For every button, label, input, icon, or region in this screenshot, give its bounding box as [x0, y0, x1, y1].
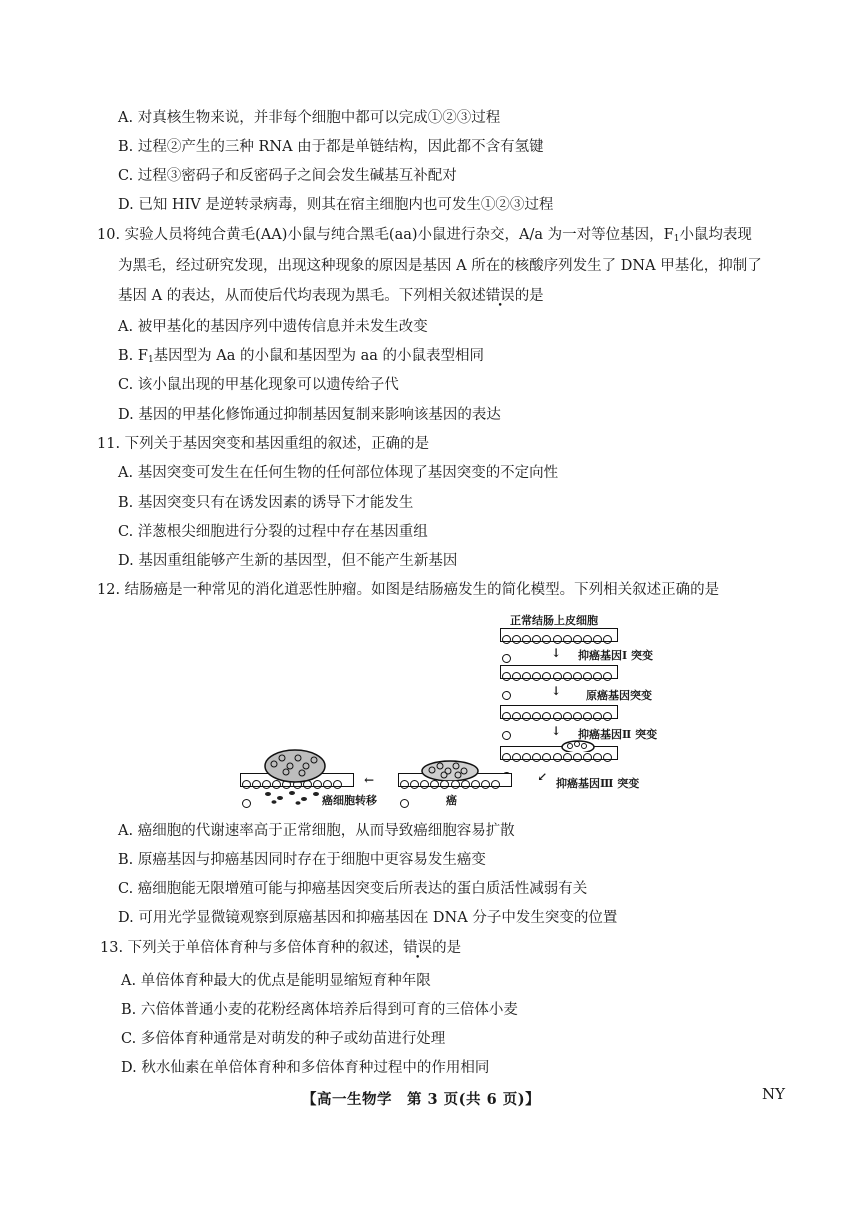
epithelial-cell [532, 672, 541, 681]
q12-option-a: A. 癌细胞的代谢速率高于正常细胞，从而导致癌细胞容易扩散 [118, 823, 515, 839]
epithelial-cell [542, 672, 551, 681]
epithelial-cell [410, 780, 419, 789]
polyp-growth [560, 738, 596, 752]
epithelial-cell [461, 780, 470, 789]
q9-option-c: C. 过程③密码子和反密码子之间会发生碱基互补配对 [118, 168, 457, 184]
q11-option-b: B. 基因突变只有在诱发因素的诱导下才能发生 [118, 495, 414, 511]
epithelial-cell [440, 780, 449, 789]
cell-strip-step1 [500, 665, 618, 679]
epithelial-cell [512, 712, 521, 721]
epithelial-cell [502, 731, 511, 740]
epithelial-cell [563, 635, 572, 644]
q10-option-d: D. 基因的甲基化修饰通过抑制基因复制来影响该基因的表达 [118, 407, 501, 423]
epithelial-cell [502, 635, 511, 644]
page-footer: 【高一生物学 第 3 页(共 6 页)】 [302, 1091, 541, 1108]
epithelial-cell [573, 753, 582, 762]
epithelial-cell [573, 635, 582, 644]
label-step1: 抑癌基因Ⅰ 突变 [578, 649, 653, 662]
tumor-mass [420, 757, 480, 781]
epithelial-cell [532, 635, 541, 644]
epithelial-cell [603, 635, 612, 644]
epithelial-cell [512, 753, 521, 762]
epithelial-cell [583, 712, 592, 721]
epithelial-cell [593, 672, 602, 681]
epithelial-cell [603, 712, 612, 721]
epithelial-cell [573, 672, 582, 681]
epithelial-cell [593, 635, 602, 644]
label-normal-cells: 正常结肠上皮细胞 [510, 614, 598, 627]
epithelial-cell [502, 753, 511, 762]
q9-option-a: A. 对真核生物来说，并非每个细胞中都可以完成①②③过程 [118, 110, 501, 126]
q9-option-b: B. 过程②产生的三种 RNA 由于都是单链结构，因此都不含有氢键 [118, 139, 544, 155]
q13-option-d: D. 秋水仙素在单倍体育种和多倍体育种过程中的作用相同 [121, 1060, 490, 1076]
cell-strip-step2 [500, 705, 618, 719]
epithelial-cell [522, 712, 531, 721]
epithelial-cell [583, 672, 592, 681]
cell-strip-step3 [500, 746, 618, 760]
epithelial-cell [553, 672, 562, 681]
epithelial-cell [553, 712, 562, 721]
epithelial-cell [603, 672, 612, 681]
epithelial-cell [532, 712, 541, 721]
arrow-down-icon: ↓ [551, 684, 562, 698]
epithelial-cell [542, 753, 551, 762]
epithelial-cell [252, 780, 261, 789]
epithelial-cell [502, 712, 511, 721]
emphasis-dots: 错误 [403, 940, 433, 956]
label-step2: 原癌基因突变 [586, 689, 652, 702]
arrow-left-icon: ← [364, 773, 375, 787]
epithelial-cell [491, 780, 500, 789]
epithelial-cell [481, 780, 490, 789]
epithelial-cell [563, 672, 572, 681]
epithelial-cell [502, 672, 511, 681]
epithelial-cell [593, 712, 602, 721]
epithelial-cell [502, 654, 511, 663]
epithelial-cell [430, 780, 439, 789]
epithelial-cell [512, 672, 521, 681]
q12-option-b: B. 原癌基因与抑癌基因同时存在于细胞中更容易发生癌变 [118, 852, 486, 868]
epithelial-cell [400, 799, 409, 808]
q13-option-c: C. 多倍体育种通常是对萌发的种子或幼苗进行处理 [121, 1031, 446, 1047]
epithelial-cell [242, 780, 251, 789]
q12-option-c: C. 癌细胞能无限增殖可能与抑癌基因突变后所表达的蛋白质活性减弱有关 [118, 881, 588, 897]
q12-option-d: D. 可用光学显微镜观察到原癌基因和抑癌基因在 DNA 分子中发生突变的位置 [118, 910, 618, 926]
epithelial-cell [451, 780, 460, 789]
q13-stem: 13. 下列关于单倍体育种与多倍体育种的叙述，错误的是 [100, 940, 462, 956]
q10-stem-line3: 基因 A 的表达，从而使后代均表现为黑毛。下列相关叙述错误的是 [118, 288, 544, 304]
label-step3: 抑癌基因Ⅱ 突变 [578, 728, 658, 741]
epithelial-cell [583, 753, 592, 762]
q13-option-a: A. 单倍体育种最大的优点是能明显缩短育种年限 [121, 973, 431, 989]
epithelial-cell [471, 780, 480, 789]
epithelial-cell [542, 712, 551, 721]
q10-option-a: A. 被甲基化的基因序列中遗传信息并未发生改变 [118, 319, 428, 335]
q10-stem-line2: 为黑毛，经过研究发现，出现这种现象的原因是基因 A 所在的核酸序列发生了 DNA 甲基化，抑制了 [118, 258, 762, 274]
epithelial-cell [542, 635, 551, 644]
epithelial-cell [522, 672, 531, 681]
epithelial-cell [563, 712, 572, 721]
q10-stem-line1: 10. 实验人员将纯合黄毛(AA)小鼠与纯合黑毛(aa)小鼠进行杂交，A/a 为一对等位基因，$F_1$小鼠均表现 [97, 227, 752, 244]
paper-code: NY [762, 1085, 786, 1103]
epithelial-cell [242, 799, 251, 808]
epithelial-cell [553, 635, 562, 644]
emphasis-dots: 错误 [485, 288, 515, 304]
label-step4: 抑癌基因Ⅲ 突变 [556, 777, 640, 790]
epithelial-cell [603, 753, 612, 762]
q10-option-b: B. $F_1$基因型为 Aa 的小鼠和基因型为 aa 的小鼠表型相同 [118, 348, 485, 365]
q11-option-a: A. 基因突变可发生在任何生物的任何部位体现了基因突变的不定向性 [118, 465, 559, 481]
epithelial-cell [512, 635, 521, 644]
label-metastasis: 癌细胞转移 [322, 794, 377, 807]
epithelial-cell [400, 780, 409, 789]
epithelial-cell [583, 635, 592, 644]
q11-stem: 11. 下列关于基因突变和基因重组的叙述，正确的是 [97, 436, 430, 452]
arrow-down-icon: ↓ [551, 724, 562, 738]
arrow-down-icon: ↓ [551, 646, 562, 660]
epithelial-cell [553, 753, 562, 762]
metastasis-mass [262, 746, 328, 806]
cell-strip-normal [500, 628, 618, 642]
epithelial-cell [532, 753, 541, 762]
epithelial-cell [502, 691, 511, 700]
q13-option-b: B. 六倍体普通小麦的花粉经离体培养后得到可育的三倍体小麦 [121, 1002, 518, 1018]
label-cancer: 癌 [446, 794, 457, 807]
epithelial-cell [420, 780, 429, 789]
q11-option-c: C. 洋葱根尖细胞进行分裂的过程中存在基因重组 [118, 524, 428, 540]
epithelial-cell [563, 753, 572, 762]
epithelial-cell [593, 753, 602, 762]
arrow-down-left-icon: ↓ [533, 768, 551, 786]
q12-stem: 12. 结肠癌是一种常见的消化道恶性肿瘤。如图是结肠癌发生的简化模型。下列相关叙述正确的是 [97, 582, 720, 598]
epithelial-cell [573, 712, 582, 721]
q11-option-d: D. 基因重组能够产生新的基因型，但不能产生新基因 [118, 553, 458, 569]
epithelial-cell [333, 780, 342, 789]
epithelial-cell [522, 753, 531, 762]
q9-option-d: D. 已知 HIV 是逆转录病毒，则其在宿主细胞内也可发生①②③过程 [118, 197, 554, 213]
q10-option-c: C. 该小鼠出现的甲基化现象可以遗传给子代 [118, 377, 399, 393]
epithelial-cell [522, 635, 531, 644]
